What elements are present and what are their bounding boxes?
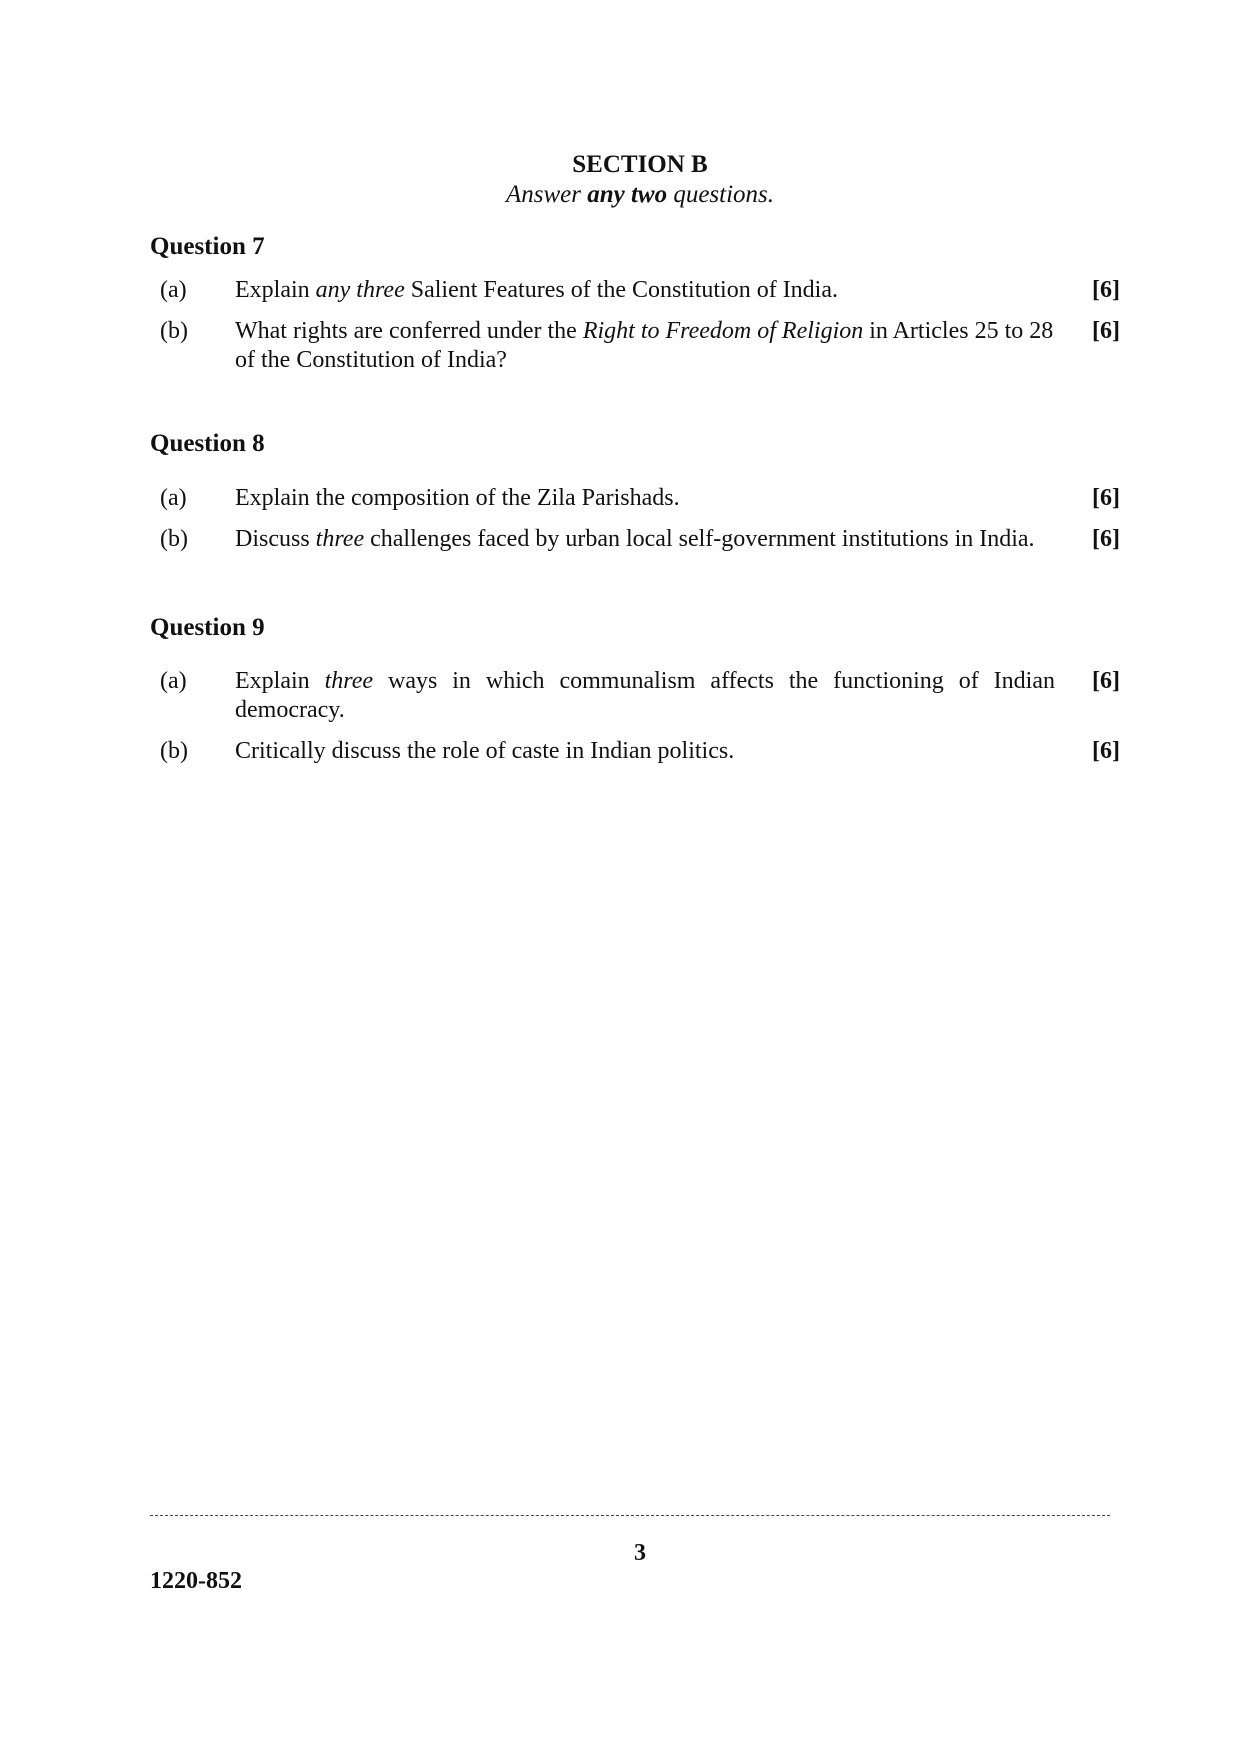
part-text	[235, 276, 1035, 305]
part-text-segment: Discuss	[235, 526, 316, 552]
part-text	[235, 484, 1035, 513]
paper-code: 1220-852	[150, 1568, 242, 1594]
section-instruction	[0, 178, 1241, 212]
question-7-heading: Question 7	[150, 233, 265, 260]
part-text-segment: Explain the composition of the Zila Parishads.	[235, 485, 680, 511]
section-title: SECTION B	[572, 151, 708, 178]
part-text	[235, 317, 1055, 375]
part-text	[235, 525, 1035, 554]
marks-badge: [6]	[1092, 668, 1120, 694]
part-text-segment: ways in which communalism affects the functioning of Indian democracy.	[235, 668, 1055, 723]
part-text-segment: in Articles 25 to 28 of the Constitution of India?	[235, 318, 1054, 373]
part-label: (a)	[160, 485, 187, 511]
part-label: (a)	[160, 668, 187, 694]
footer-divider	[150, 1515, 1110, 1516]
question-9-heading: Question 9	[150, 614, 265, 641]
marks-badge: [6]	[1092, 738, 1120, 764]
marks-badge: [6]	[1092, 485, 1120, 511]
marks-badge: [6]	[1092, 277, 1120, 303]
part-text	[235, 667, 1055, 725]
part-text-segment: challenges faced by urban local self-government institutions in India.	[364, 526, 1035, 552]
part-text-segment: Salient Features of the Constitution of India.	[404, 277, 838, 303]
part-text-segment: What rights are conferred under the	[235, 318, 583, 344]
part-text-emphasis: three	[324, 668, 374, 694]
marks-badge: [6]	[1092, 318, 1120, 344]
part-label: (b)	[160, 318, 188, 344]
part-label: (b)	[160, 738, 188, 764]
part-text-segment: Explain	[235, 668, 325, 694]
part-text-segment: Explain	[235, 277, 316, 303]
question-8-heading: Question 8	[150, 430, 265, 457]
part-text-emphasis: Right to Freedom of Religion	[582, 318, 864, 344]
part-label: (a)	[160, 277, 187, 303]
instruction-emphasis: any two	[587, 181, 668, 208]
part-text	[235, 737, 1035, 766]
marks-badge: [6]	[1092, 526, 1120, 552]
instruction-suffix: questions.	[667, 181, 775, 208]
part-text-segment: Critically discuss the role of caste in Indian politics.	[235, 738, 735, 764]
instruction-prefix: Answer	[505, 181, 588, 208]
part-text-emphasis: three	[315, 526, 365, 552]
part-label: (b)	[160, 526, 188, 552]
part-text-emphasis: any three	[315, 277, 405, 303]
page-number: 3	[634, 1540, 646, 1566]
